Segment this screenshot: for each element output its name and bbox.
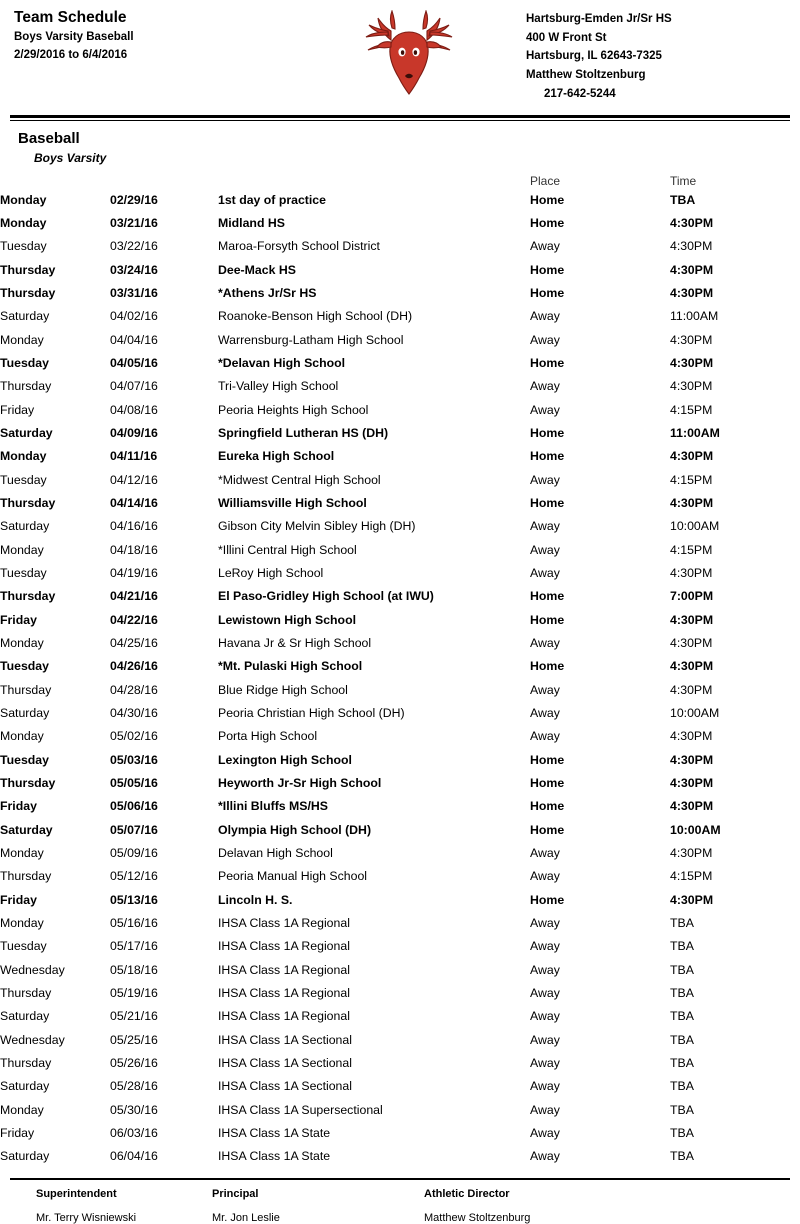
cell-day: Thursday [0,589,56,604]
cell-place: Home [530,752,565,767]
cell-date: 04/12/16 [110,472,158,487]
table-row [0,935,800,958]
cell-place: Home [530,612,565,627]
cell-opponent: Peoria Heights High School [218,402,369,417]
table-row [0,561,800,584]
table-row [0,468,800,491]
cell-date: 04/30/16 [110,706,158,721]
cell-opponent: Roanoke-Benson High School (DH) [218,309,413,324]
cell-time: 4:30PM [670,449,714,464]
cell-day: Tuesday [0,472,47,487]
cell-day: Friday [0,612,37,627]
table-row [0,795,800,818]
cell-day: Tuesday [0,239,47,254]
date-range: 2/29/2016 to 6/4/2016 [14,48,128,61]
cell-date: 05/28/16 [110,1079,158,1094]
column-header-place: Place [530,174,561,189]
cell-date: 05/18/16 [110,962,158,977]
cell-opponent: 1st day of practice [218,192,326,207]
table-row [0,538,800,561]
cell-day: Tuesday [0,752,49,767]
cell-opponent: IHSA Class 1A Regional [218,915,350,930]
cell-day: Saturday [0,309,50,324]
cell-day: Thursday [0,379,52,394]
cell-day: Saturday [0,822,53,837]
school-city-state-zip: Hartsburg, IL 62643-7325 [526,50,662,63]
cell-date: 05/05/16 [110,776,158,791]
cell-place: Away [530,472,560,487]
schedule-table-body [0,188,800,1168]
cell-opponent: Olympia High School (DH) [218,822,372,837]
cell-opponent: IHSA Class 1A Regional [218,1009,350,1024]
cell-place: Home [530,216,565,231]
cell-date: 05/16/16 [110,915,158,930]
cell-opponent: *Mt. Pulaski High School [218,659,363,674]
cell-place: Away [530,379,560,394]
cell-date: 04/18/16 [110,542,158,557]
cell-day: Thursday [0,496,56,511]
cell-day: Monday [0,915,44,930]
cell-day: Monday [0,449,47,464]
table-row [0,841,800,864]
cell-day: Thursday [0,985,52,1000]
sport-name: Baseball [18,130,80,148]
cell-time: 4:30PM [670,566,713,581]
cell-place: Away [530,1055,560,1070]
cell-time: TBA [670,1055,694,1070]
table-row [0,1121,800,1144]
cell-time: 7:00PM [670,589,714,604]
cell-opponent: Tri-Valley High School [218,379,339,394]
cell-day: Tuesday [0,939,47,954]
cell-opponent: *Athens Jr/Sr HS [218,286,317,301]
school-address: 400 W Front St [526,31,607,44]
cell-time: 4:30PM [670,332,713,347]
cell-date: 04/09/16 [110,426,158,441]
cell-time: TBA [670,1102,694,1117]
cell-place: Away [530,729,560,744]
cell-date: 05/21/16 [110,1009,158,1024]
cell-time: 4:30PM [670,752,714,767]
cell-day: Wednesday [0,1032,65,1047]
principal-title: Principal [212,1188,259,1200]
column-header-opponent [218,174,530,188]
cell-day: Friday [0,402,35,417]
cell-day: Friday [0,799,37,814]
cell-time: TBA [670,915,694,930]
cell-time: TBA [670,1032,694,1047]
cell-date: 05/19/16 [110,985,158,1000]
table-row [0,981,800,1004]
cell-day: Saturday [0,706,50,721]
cell-date: 04/07/16 [110,379,158,394]
table-row [0,445,800,468]
cell-day: Wednesday [0,962,65,977]
cell-date: 03/31/16 [110,286,158,301]
cell-date: 04/28/16 [110,682,158,697]
cell-opponent: IHSA Class 1A Regional [218,939,350,954]
cell-date: 06/03/16 [110,1125,158,1140]
cell-time: 4:30PM [670,682,713,697]
cell-opponent: Porta High School [218,729,318,744]
cell-day: Monday [0,636,44,651]
cell-opponent: IHSA Class 1A Regional [218,985,350,1000]
cell-date: 04/22/16 [110,612,158,627]
table-row [0,771,800,794]
cell-day: Saturday [0,1149,50,1164]
cell-time: 4:15PM [670,869,713,884]
table-row [0,1005,800,1028]
cell-day: Monday [0,846,44,860]
cell-place: Away [530,682,560,697]
cell-day: Thursday [0,682,52,697]
table-row [0,701,800,724]
column-header-day [0,174,110,188]
cell-date: 05/17/16 [110,939,158,954]
cell-place: Away [530,939,560,954]
cell-day: Friday [0,892,37,907]
cell-opponent: LeRoy High School [218,566,324,581]
table-row [0,305,800,328]
cell-day: Saturday [0,519,50,534]
cell-place: Home [530,262,565,277]
cell-opponent: IHSA Class 1A State [218,1149,331,1164]
cell-date: 04/19/16 [110,566,158,581]
cell-opponent: *Illini Central High School [218,542,357,557]
cell-time: 4:15PM [670,402,713,417]
table-row [0,235,800,258]
cell-place: Home [530,659,565,674]
table-row [0,1145,800,1168]
table-header-row [0,174,800,188]
cell-day: Thursday [0,286,56,301]
column-header-time: Time [670,174,697,189]
cell-place: Home [530,776,565,791]
cell-date: 05/30/16 [110,1102,158,1117]
cell-date: 04/11/16 [110,449,158,464]
cell-day: Tuesday [0,566,47,581]
team-name: Boys Varsity Baseball [14,31,134,44]
table-row [0,515,800,538]
cell-opponent: Warrensburg-Latham High School [218,332,404,347]
cell-time: TBA [670,985,694,1000]
cell-date: 05/13/16 [110,892,158,907]
cell-opponent: Maroa-Forsyth School District [218,239,380,254]
header-left-block [14,8,304,63]
table-row [0,725,800,748]
cell-date: 04/04/16 [110,332,158,347]
cell-place: Home [530,892,565,907]
cell-time: 10:00AM [670,822,721,837]
athletic-director-name: Matthew Stoltzenburg [424,1212,531,1224]
cell-time: 4:30PM [670,612,714,627]
cell-time: 4:30PM [670,286,714,301]
cell-place: Away [530,1125,560,1140]
cell-date: 04/08/16 [110,402,158,417]
cell-time: 4:30PM [670,379,713,394]
sport-level: Boys Varsity [34,150,107,165]
cell-opponent: IHSA Class 1A Regional [218,962,350,977]
cell-day: Monday [0,542,44,557]
cell-opponent: El Paso-Gridley High School (at IWU) [218,589,434,604]
cell-time: TBA [670,1149,694,1164]
page-header [0,0,800,109]
cell-day: Thursday [0,1055,52,1070]
cell-place: Home [530,192,565,207]
cell-time: 4:30PM [670,776,714,791]
cell-day: Saturday [0,1009,50,1024]
cell-opponent: IHSA Class 1A Sectional [218,1032,352,1047]
table-row [0,1051,800,1074]
cell-place: Away [530,566,560,581]
table-row [0,678,800,701]
cell-time: 4:15PM [670,542,713,557]
table-row [0,282,800,305]
cell-place: Away [530,636,560,651]
sport-heading [0,121,800,166]
cell-date: 04/14/16 [110,496,158,511]
cell-time: TBA [670,1009,694,1024]
footer-athletic-director [424,1188,800,1224]
cell-date: 04/25/16 [110,636,158,651]
cell-time: TBA [670,192,696,207]
cell-place: Away [530,869,560,884]
cell-date: 05/12/16 [110,869,158,884]
cell-day: Thursday [0,262,56,277]
cell-place: Away [530,542,560,557]
cell-opponent: Williamsville High School [218,496,367,511]
table-row [0,422,800,445]
page-footer [0,1180,800,1224]
cell-opponent: Midland HS [218,216,285,231]
cell-place: Away [530,846,560,860]
header-divider-thick [10,115,790,118]
cell-place: Away [530,1032,560,1047]
cell-day: Tuesday [0,356,49,371]
cell-opponent: Lincoln H. S. [218,892,293,907]
cell-opponent: Havana Jr & Sr High School [218,636,372,651]
cell-time: 4:30PM [670,846,713,860]
cell-day: Monday [0,729,44,744]
cell-opponent: Delavan High School [218,846,333,860]
cell-date: 05/02/16 [110,729,158,744]
table-row [0,911,800,934]
school-phone: 217-642-5244 [544,87,616,100]
cell-place: Away [530,1102,560,1117]
cell-place: Home [530,496,565,511]
cell-place: Home [530,449,565,464]
cell-day: Monday [0,192,47,207]
footer-principal [212,1188,424,1224]
cell-date: 04/16/16 [110,519,158,534]
cell-place: Away [530,309,560,324]
cell-opponent: Lexington High School [218,752,352,767]
table-row [0,748,800,771]
cell-opponent: Gibson City Melvin Sibley High (DH) [218,519,416,534]
table-row [0,258,800,281]
cell-time: 4:30PM [670,659,714,674]
table-row [0,212,800,235]
cell-opponent: Lewistown High School [218,612,356,627]
cell-opponent: IHSA Class 1A State [218,1125,331,1140]
cell-time: 11:00AM [670,309,719,324]
table-row [0,1075,800,1098]
cell-date: 06/04/16 [110,1149,158,1164]
cell-date: 05/06/16 [110,799,158,814]
cell-date: 03/21/16 [110,216,158,231]
cell-opponent: Peoria Christian High School (DH) [218,706,405,721]
school-name: Hartsburg-Emden Jr/Sr HS [526,13,672,25]
table-row [0,491,800,514]
footer-superintendent [0,1188,212,1224]
table-row [0,888,800,911]
cell-place: Away [530,962,560,977]
table-row [0,655,800,678]
cell-time: 4:30PM [670,496,714,511]
cell-day: Thursday [0,776,56,791]
cell-date: 05/25/16 [110,1032,158,1047]
cell-day: Monday [0,216,47,231]
cell-opponent: Springfield Lutheran HS (DH) [218,426,389,441]
cell-date: 04/02/16 [110,309,158,324]
cell-time: 4:30PM [670,636,713,651]
cell-date: 03/24/16 [110,262,158,277]
cell-place: Away [530,1149,560,1164]
cell-place: Away [530,1079,560,1094]
school-contact-name: Matthew Stoltzenburg [526,68,646,81]
cell-place: Away [530,239,560,254]
cell-day: Saturday [0,426,53,441]
cell-opponent: IHSA Class 1A Supersectional [218,1102,383,1117]
superintendent-title: Superintendent [36,1188,117,1200]
cell-time: 4:30PM [670,216,714,231]
cell-place: Home [530,799,565,814]
table-row [0,1028,800,1051]
cell-time: 11:00AM [670,426,720,441]
cell-day: Monday [0,1102,44,1117]
column-header-date [110,174,218,188]
cell-time: TBA [670,1079,694,1094]
cell-day: Monday [0,332,44,347]
cell-place: Away [530,519,560,534]
cell-time: 4:30PM [670,262,714,277]
table-row [0,375,800,398]
superintendent-name: Mr. Terry Wisniewski [36,1212,137,1224]
table-row [0,631,800,654]
cell-date: 04/21/16 [110,589,158,604]
cell-time: TBA [670,939,694,954]
school-info-block [514,8,786,103]
cell-date: 03/22/16 [110,239,158,254]
cell-time: 4:30PM [670,356,714,371]
cell-time: 4:15PM [670,472,713,487]
cell-place: Home [530,356,565,371]
cell-opponent: Dee-Mack HS [218,262,296,277]
cell-date: 05/07/16 [110,822,158,837]
cell-day: Saturday [0,1079,50,1094]
cell-opponent: IHSA Class 1A Sectional [218,1055,352,1070]
table-row [0,585,800,608]
cell-place: Home [530,426,565,441]
cell-place: Away [530,332,560,347]
cell-date: 05/26/16 [110,1055,158,1070]
table-row [0,398,800,421]
cell-opponent: *Midwest Central High School [218,472,381,487]
cell-opponent: Blue Ridge High School [218,682,348,697]
cell-date: 05/09/16 [110,846,158,860]
cell-place: Home [530,589,565,604]
cell-time: 10:00AM [670,706,720,721]
cell-opponent: Peoria Manual High School [218,869,368,884]
table-row [0,352,800,375]
cell-day: Friday [0,1125,35,1140]
cell-opponent: *Illini Bluffs MS/HS [218,799,328,814]
stag-head-mascot-logo [361,10,457,96]
table-row [0,188,800,211]
athletic-director-title: Athletic Director [424,1188,510,1200]
cell-place: Away [530,706,560,721]
principal-name: Mr. Jon Leslie [212,1212,280,1224]
cell-time: 4:30PM [670,729,713,744]
table-row [0,818,800,841]
cell-opponent: Heyworth Jr-Sr High School [218,776,382,791]
cell-time: 4:30PM [670,799,714,814]
cell-time: TBA [670,962,694,977]
table-row [0,865,800,888]
table-row [0,328,800,351]
schedule-table [0,174,800,1168]
cell-time: 4:30PM [670,892,714,907]
cell-place: Home [530,822,565,837]
cell-time: TBA [670,1125,694,1140]
cell-date: 04/26/16 [110,659,158,674]
cell-day: Thursday [0,869,52,884]
school-logo [304,8,514,96]
cell-time: 10:00AM [670,519,720,534]
cell-place: Away [530,1009,560,1024]
table-row [0,1098,800,1121]
cell-date: 05/03/16 [110,752,158,767]
cell-opponent: Eureka High School [218,449,335,464]
cell-day: Tuesday [0,659,49,674]
table-row [0,608,800,631]
cell-opponent: *Delavan High School [218,356,346,371]
cell-opponent: IHSA Class 1A Sectional [218,1079,352,1094]
cell-place: Away [530,915,560,930]
cell-date: 02/29/16 [110,192,158,207]
cell-place: Home [530,286,565,301]
page-title: Team Schedule [14,9,127,26]
cell-time: 4:30PM [670,239,713,254]
cell-date: 04/05/16 [110,356,158,371]
cell-place: Away [530,985,560,1000]
table-row [0,958,800,981]
cell-place: Away [530,402,560,417]
schedule-table-header [0,174,800,188]
